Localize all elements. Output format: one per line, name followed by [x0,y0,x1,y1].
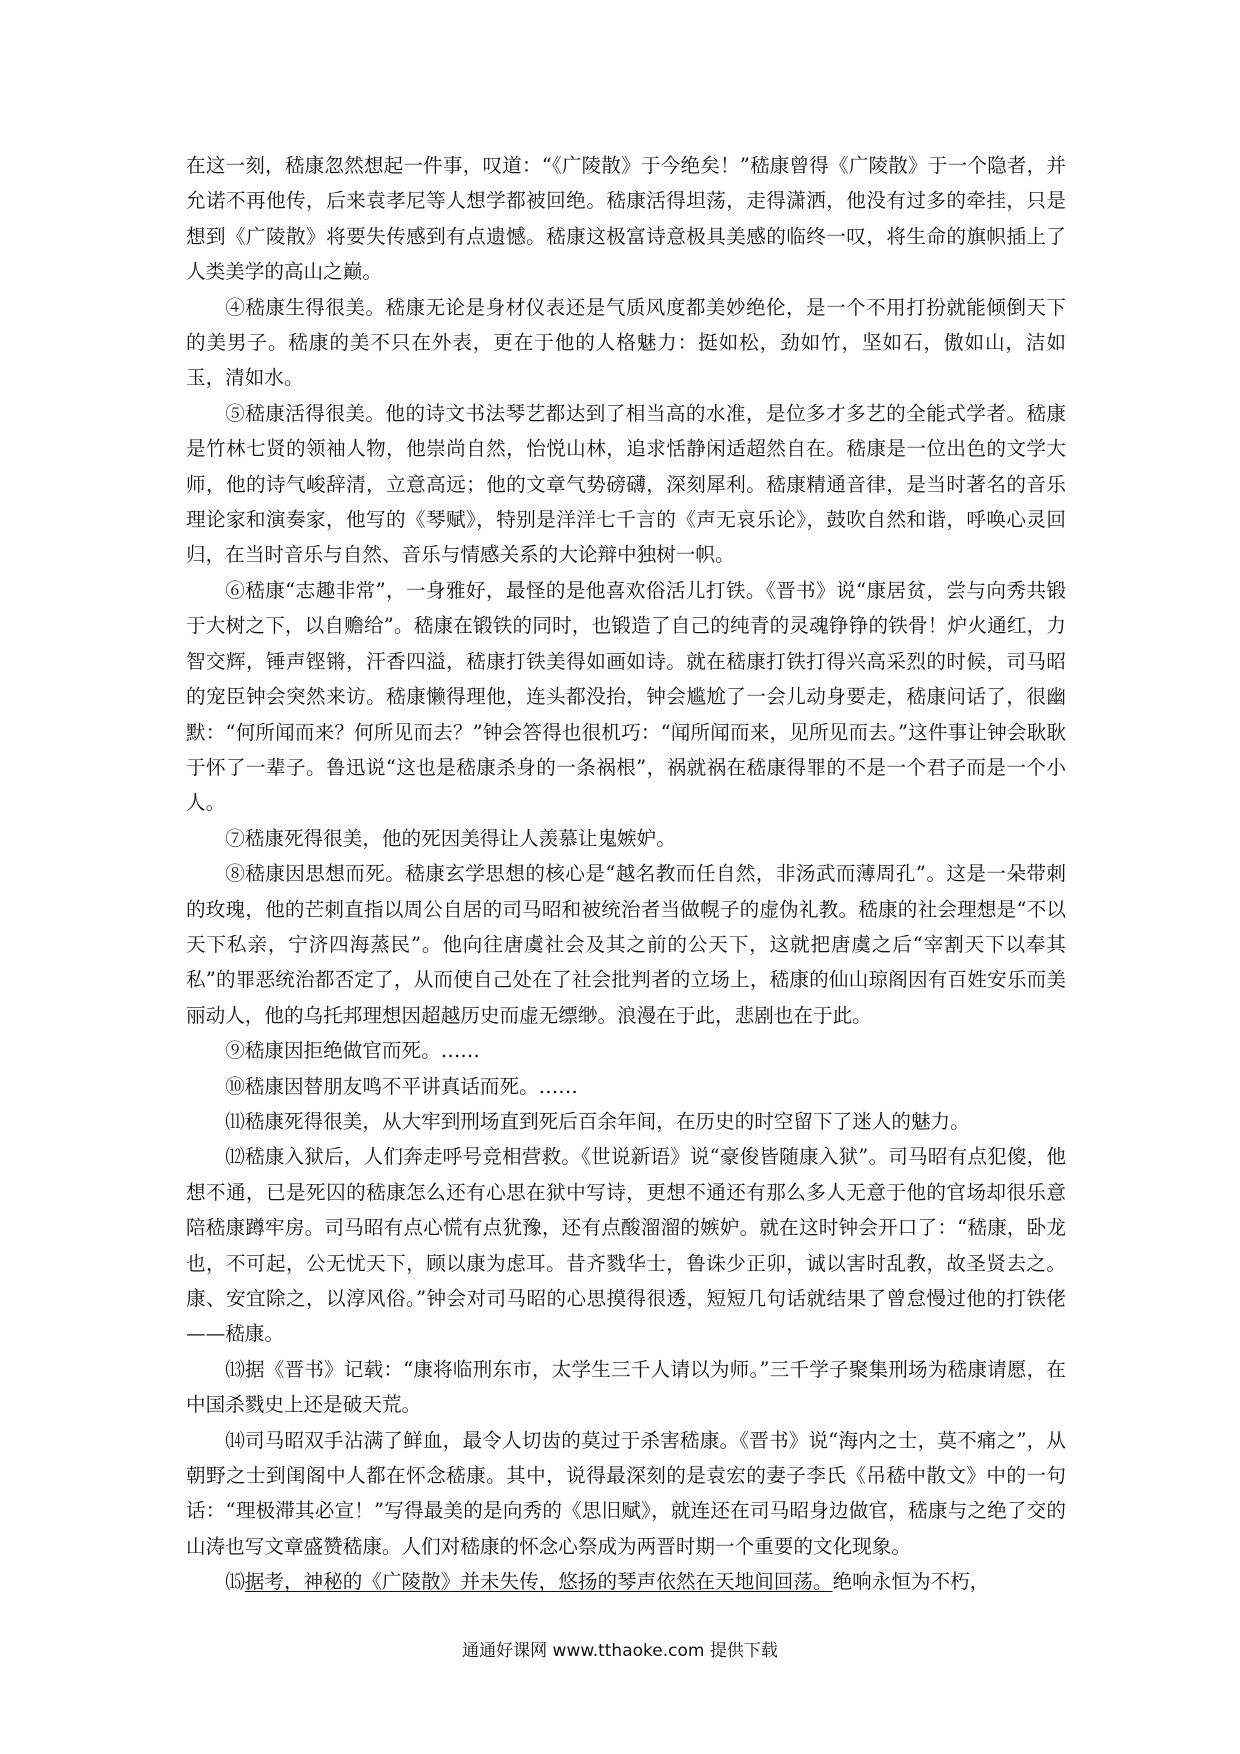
paragraph-13: ⒀据《晋书》记载：“康将临刑东市，太学生三千人请以为师。”三千学子聚集刑场为嵇康请愿，在中国杀戮史上还是破天荒。 [186,1357,1066,1417]
paragraph-12: ⑿嵇康入狱后，人们奔走呼号竞相营救。《世说新语》说“豪俊皆随康入狱”。司马昭有点犯傻，他想不通，已是死囚的嵇康怎么还有心思在狱中写诗，更想不通还有那么多人无意于他的官场却很乐意陪嵇康蹲牢房。司马昭有点心慌有点犹豫，还有点酸溜溜的嫉妒。就在这时钟会开口了：“嵇康，卧龙也，不可起，公无忧天下，顾以康为虑耳。昔齐戮华士，鲁诛少正卯，诚以害时乱教，故圣贤去之。康、安宜除之，以淳风俗。”钟会对司马昭的心思摸得很透，短短几句话就结果了曾怠慢过他的打铁佬——嵇康。 [186,1145,1066,1346]
paragraph-15 [186,1564,1066,1599]
paragraph-9: ⑨嵇康因拒绝做官而死。…… [225,1039,480,1063]
paragraph-7: ⑦嵇康死得很美，他的死因美得让人羡慕让鬼嫉妒。 [225,826,676,850]
paragraph-10: ⑩嵇康因替朋友鸣不平讲真话而死。…… [225,1074,578,1098]
paragraph-11: ⑾嵇康死得很美，从大牢到刑场直到死后百余年间，在历史的时空留下了迷人的魅力。 [225,1109,970,1133]
paragraph-6: ⑥嵇康“志趣非常”，一身雅好，最怪的是他喜欢俗活儿打铁。《晋书》说“康居贫，尝与向秀共锻于大树之下，以自赡给”。嵇康在锻铁的同时，也锻造了自己的纯青的灵魂铮铮的铁骨！炉火通红，力智交辉，锤声铿锵，汗香四溢，嵇康打铁美得如画如诗。就在嵇康打铁打得兴高采烈的时候，司马昭的宠臣钟会突然来访。嵇康懒得理他，连头都没抬，钟会尴尬了一会儿动身要走，嵇康问话了，很幽默：“何所闻而来？何所见而去？”钟会答得也很机巧：“闻所闻而来，见所见而去。”这件事让钟会耿耿于怀了一辈子。鲁迅说“这也是嵇康杀身的一条祸根”，祸就祸在嵇康得罪的不是一个君子而是一个小人。 [186,578,1066,815]
paragraph-14: ⒁司马昭双手沾满了鲜血，最令人切齿的莫过于杀害嵇康。《晋书》说“海内之士，莫不痛之”，从朝野之士到闺阁中人都在怀念嵇康。其中，说得最深刻的是袁宏的妻子李氏《吊嵇中散文》中的一句话：“理极滞其必宣！”写得最美的是向秀的《思旧赋》，就连还在司马昭身边做官，嵇康与之绝了交的山涛也写文章盛赞嵇康。人们对嵇康的怀念心祭成为两晋时期一个重要的文化现象。 [186,1428,1066,1558]
page-footer: 通通好课网 www.tthaoke.com 提供下载 [462,1641,778,1661]
paragraph-5: ⑤嵇康活得很美。他的诗文书法琴艺都达到了相当高的水准，是位多才多艺的全能式学者。嵇康是竹林七贤的领袖人物，他崇尚自然，怡悦山林，追求恬静闲适超然自在。嵇康是一位出色的文学大师，他的诗气峻辞清，立意高远；他的文章气势磅礴，深刻犀利。嵇康精通音律，是当时著名的音乐理论家和演奏家，他写的《琴赋》，特别是洋洋七千言的《声无哀乐论》，鼓吹自然和谐，呼唤心灵回归，在当时音乐与自然、音乐与情感关系的大论辩中独树一帜。 [186,401,1066,567]
article-body [186,148,1066,1600]
paragraph-8: ⑧嵇康因思想而死。嵇康玄学思想的核心是“越名教而任自然，非汤武而薄周孔”。这是一朵带刺的玫瑰，他的芒刺直指以周公自居的司马昭和被统治者当做幌子的虚伪礼教。嵇康的社会理想是“不以天下私亲，宁济四海蒸民”。他向往唐虞社会及其之前的公天下，这就把唐虞之后“宰割天下以奉其私”的罪恶统治都否定了，从而使自己处在了社会批判者的立场上，嵇康的仙山琼阁因有百姓安乐而美丽动人，他的乌托邦理想因超越历史而虚无缥缈。浪漫在于此，悲剧也在于此。 [186,862,1066,1027]
underlined-sentence: 据考，神秘的《广陵散》并未失传，悠扬的琴声依然在天地间回荡。 [244,1570,833,1594]
paragraph-15-number: ⒂ [225,1570,245,1594]
paragraph-intro: 在这一刻，嵇康忽然想起一件事，叹道：“《广陵散》于今绝矣！”嵇康曾得《广陵散》于一个隐者，并允诺不再他传，后来袁孝尼等人想学都被回绝。嵇康活得坦荡，走得潇洒，他没有过多的牵挂，只是想到《广陵散》将要失传感到有点遗憾。嵇康这极富诗意极具美感的临终一叹，将生命的旗帜插上了人类美学的高山之巅。 [186,154,1066,284]
paragraph-15-rest: 绝响永恒为不朽， [832,1570,990,1594]
paragraph-4: ④嵇康生得很美。嵇康无论是身材仪表还是气质风度都美妙绝伦，是一个不用打扮就能倾倒天下的美男子。嵇康的美不只在外表，更在于他的人格魅力：挺如松，劲如竹，坚如石，傲如山，洁如玉，清如水。 [186,295,1066,390]
